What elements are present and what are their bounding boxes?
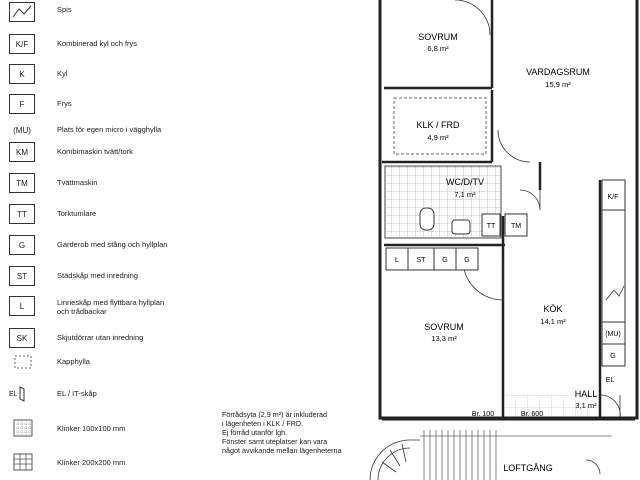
room-name-loftgang: LOFTGÅNG: [503, 463, 553, 473]
room-area-kok: 14,1 m²: [540, 317, 566, 326]
room-name-sovrum-small: SOVRUM: [418, 32, 458, 42]
g3-label: G: [610, 353, 616, 360]
toilet-icon: [420, 208, 434, 230]
room-area-wc: 7,1 m²: [454, 190, 476, 199]
legend-label: Spis: [57, 5, 72, 14]
legend-label: Klinker 200x200 mm: [57, 458, 126, 467]
note-line: något avvikande mellan lägenheterna: [222, 446, 342, 455]
entry-door-arc: [586, 460, 600, 474]
note-line: Ej förråd utanför lgh.: [222, 428, 288, 437]
legend-symbol: ST: [9, 266, 35, 286]
legend-label: Klinker 100x100 mm: [57, 424, 126, 433]
room-name-wc: WC/D/TV: [446, 177, 484, 187]
el-label: EL: [605, 377, 615, 384]
legend-label: Städskåp med inredning: [57, 271, 138, 280]
spiral-stair-icon: [370, 440, 420, 480]
legend-label: Kombimaskin tvätt/tork: [57, 147, 133, 156]
legend-symbol: TM: [9, 173, 35, 193]
width-br100: Br. 100: [471, 411, 495, 418]
legend-label: EL / IT-skåp: [57, 389, 97, 398]
tt-label: TT: [486, 223, 496, 230]
room-area-sovrum-small: 6,8 m²: [427, 44, 449, 53]
mu-label: (MU): [605, 331, 621, 338]
kf-label: K/F: [607, 194, 619, 201]
legend-label: Frys: [57, 99, 72, 108]
legend-label: Kapphylla: [57, 357, 90, 366]
st-label: ST: [416, 257, 426, 264]
width-br600: Br. 600: [520, 411, 544, 418]
legend-symbol: F: [9, 94, 35, 114]
legend-label: Kombinerad kyl och frys: [57, 39, 138, 48]
legend-symbol: L: [9, 296, 35, 316]
l-label: L: [395, 257, 399, 264]
legend-label: Torktumlare: [57, 209, 97, 218]
legend-symbol: SK: [9, 328, 35, 348]
room-name-hall: HALL: [574, 389, 598, 399]
kitchen-counter: [602, 180, 625, 366]
legend-label: Tvättmaskin: [57, 178, 98, 187]
room-name-klk: KLK / FRD: [416, 120, 460, 130]
note-line: Fönster samt uteplatser kan vara: [222, 437, 328, 446]
g-label: G: [464, 257, 470, 264]
g-label: G: [442, 257, 448, 264]
room-name-sovrum-large: SOVRUM: [424, 322, 464, 332]
note-line: i lägenheten i KLK / FRD.: [222, 419, 304, 428]
tm-label: TM: [510, 223, 522, 230]
legend-symbol: (MU): [13, 125, 31, 135]
legend-label: Garderob med stång och hyllplan: [57, 240, 168, 249]
room-name-kok: KÖK: [543, 304, 563, 314]
legend-symbol: EL: [9, 390, 18, 398]
note-line: Förrådsyta (2,9 m²) är inkluderad: [222, 410, 328, 419]
legend-symbol: K: [9, 64, 35, 84]
room-area-vardagsrum: 15,9 m²: [545, 80, 571, 89]
legend-symbol: K/F: [9, 34, 35, 54]
legend-label: Skjutdörrar utan inredning: [57, 333, 144, 342]
stove-icon: [606, 286, 624, 300]
legend-symbol: TT: [9, 204, 35, 224]
legend-symbol: KM: [9, 142, 35, 162]
legend-symbol: G: [9, 235, 35, 255]
sink-icon: [452, 220, 470, 234]
room-name-vardagsrum: VARDAGSRUM: [526, 67, 590, 77]
room-area-klk: 4,9 m²: [427, 133, 449, 142]
legend-label: Plats för egen micro i vägghylla: [57, 125, 162, 134]
legend-label: Linneskåp med flyttbara hyllplan och trådbackar: [57, 298, 165, 316]
legend-label: Kyl: [57, 69, 68, 78]
room-area-hall: 3,1 m²: [575, 401, 597, 410]
room-area-sovrum-large: 13,3 m²: [431, 334, 457, 343]
